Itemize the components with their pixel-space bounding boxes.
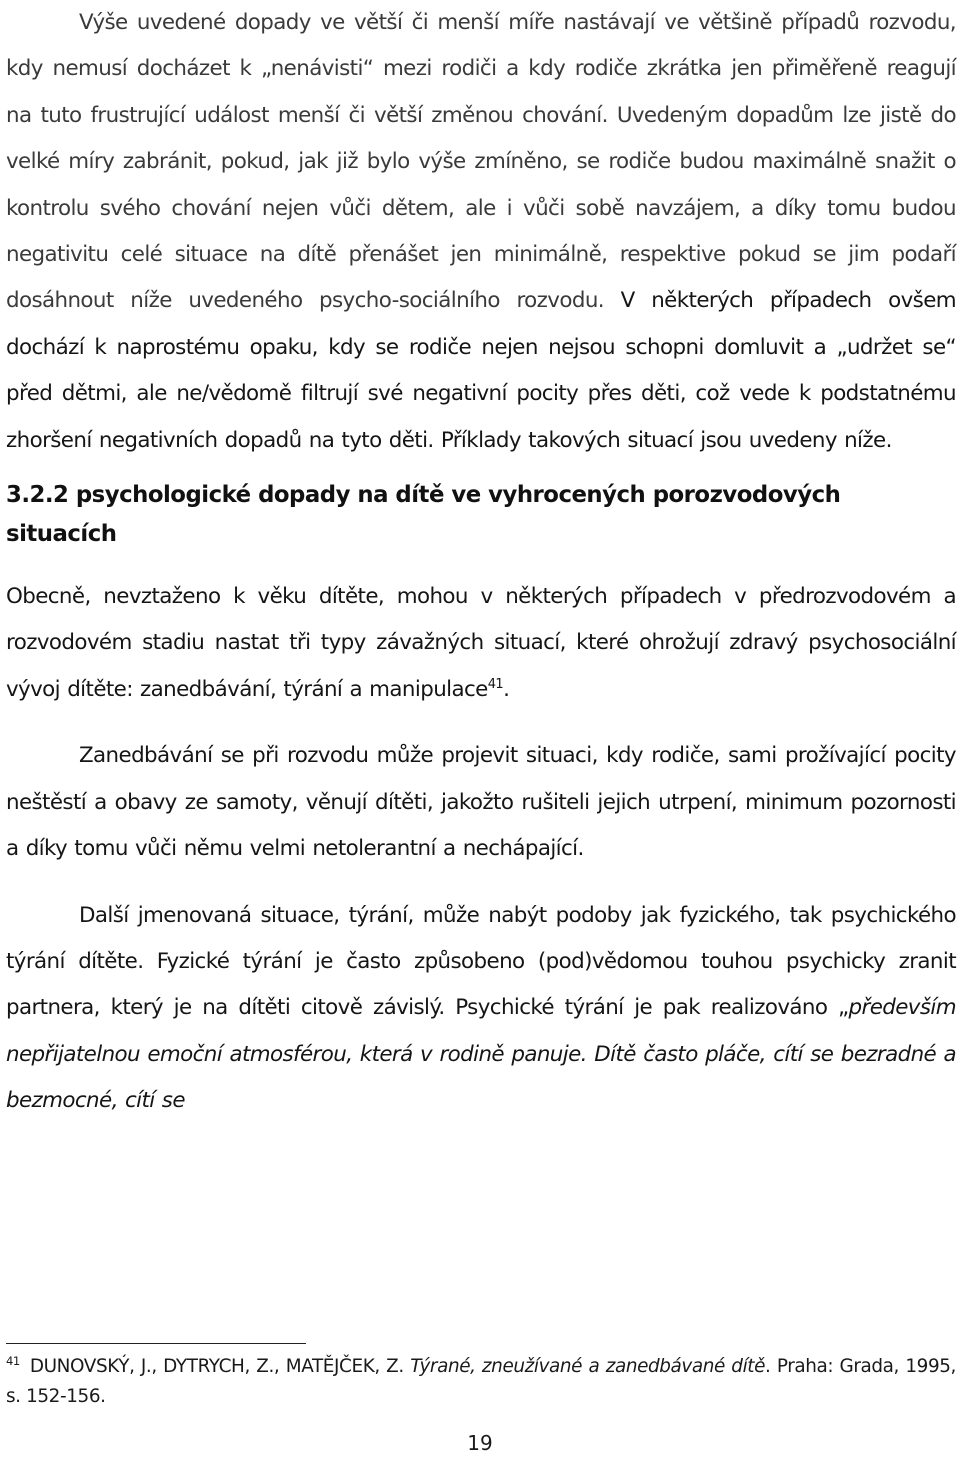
footnote-reference: 41	[487, 676, 504, 692]
footnote-rest: . Praha: Grada, 1995, s. 152-156.	[6, 1356, 956, 1407]
footnote-authors: DUNOVSKÝ, J., DYTRYCH, Z., MATĚJČEK, Z.	[29, 1356, 404, 1377]
page-number: 19	[467, 1431, 493, 1455]
footnote-title: Týrané, zneužívané a zanedbávané dítě	[410, 1356, 766, 1377]
paragraph-text-1: Výše uvedené dopady ve větší či menší míře nastávají ve většině případů rozvodu, kdy nemusí docházet k „nenávisti“ mezi rodiči a kdy rodiče zkrátka jen přiměřeně reagují na tuto frustrující událost menší či větší změnou chování. Uvedeným dopadům lze jistě do velké míry zabránit, pokud, jak již bylo výše zmíněno, se rodiče budou maximálně snažit o kontrolu svého chování nejen vůči dětem, ale i vůči sobě navzájem, a díky tomu budou negativitu celé situace na dítě přenášet jen minimálně, respektive pokud se jim podaří dosáhnout níže uvedeného psycho-sociálního rozvodu.	[6, 10, 956, 314]
footnote-divider	[6, 1343, 306, 1344]
paragraph-text-1b: V některých případech ovšem dochází k naprostému opaku, kdy se rodiče nejen nejsou schopni domluvit a „udržet se“ před dětmi, ale ne/vědomě filtrují své negativní pocity přes děti, což vede k podstatnému zhoršení negativních dopadů na tyto děti. Příklady takových situací jsou uvedeny níže.	[6, 288, 956, 453]
footnote	[6, 1352, 956, 1412]
document-page	[6, 0, 956, 1125]
section-heading: 3.2.2 psychologické dopady na dítě ve vyhrocených porozvodových situacích	[6, 482, 841, 548]
paragraph-tyrani	[6, 893, 956, 1125]
paragraph-text-2-end: .	[503, 676, 510, 702]
paragraph-text-4: Další jmenovaná situace, týrání, může nabýt podoby jak fyzického, tak psychického týrání dítěte. Fyzické týrání je často způsobeno (pod)vědomou touhou psychicky zranit partnera, který je na dítěti citově závislý. Psychické týrání je pak realizováno „	[6, 902, 956, 1021]
paragraph-situace	[6, 574, 956, 713]
paragraph-zanedbavani: Zanedbávání se při rozvodu může projevit situaci, kdy rodiče, sami prožívající pocity neštěstí a obavy ze samoty, věnují dítěti, jakožto rušiteli jejich utrpení, minimum pozornosti a díky tomu vůči němu velmi netolerantní a nechápající.	[6, 743, 956, 862]
footnote-number: 41	[6, 1353, 20, 1368]
paragraph-text-2: Obecně, nevztaženo k věku dítěte, mohou v některých případech v předrozvodovém a rozvodovém stadiu nastat tři typy závažných situací, které ohrožují zdravý psychosociální vývoj dítěte: zanedbávání, týrání a manipulace	[6, 584, 956, 702]
paragraph-rozvod-dopady	[6, 0, 956, 464]
paragraph-text-4-quote: především nepřijatelnou emoční atmosférou, která v rodině panuje. Dítě často pláče, cítí se bezradné a bezmocné, cítí se	[6, 995, 956, 1114]
